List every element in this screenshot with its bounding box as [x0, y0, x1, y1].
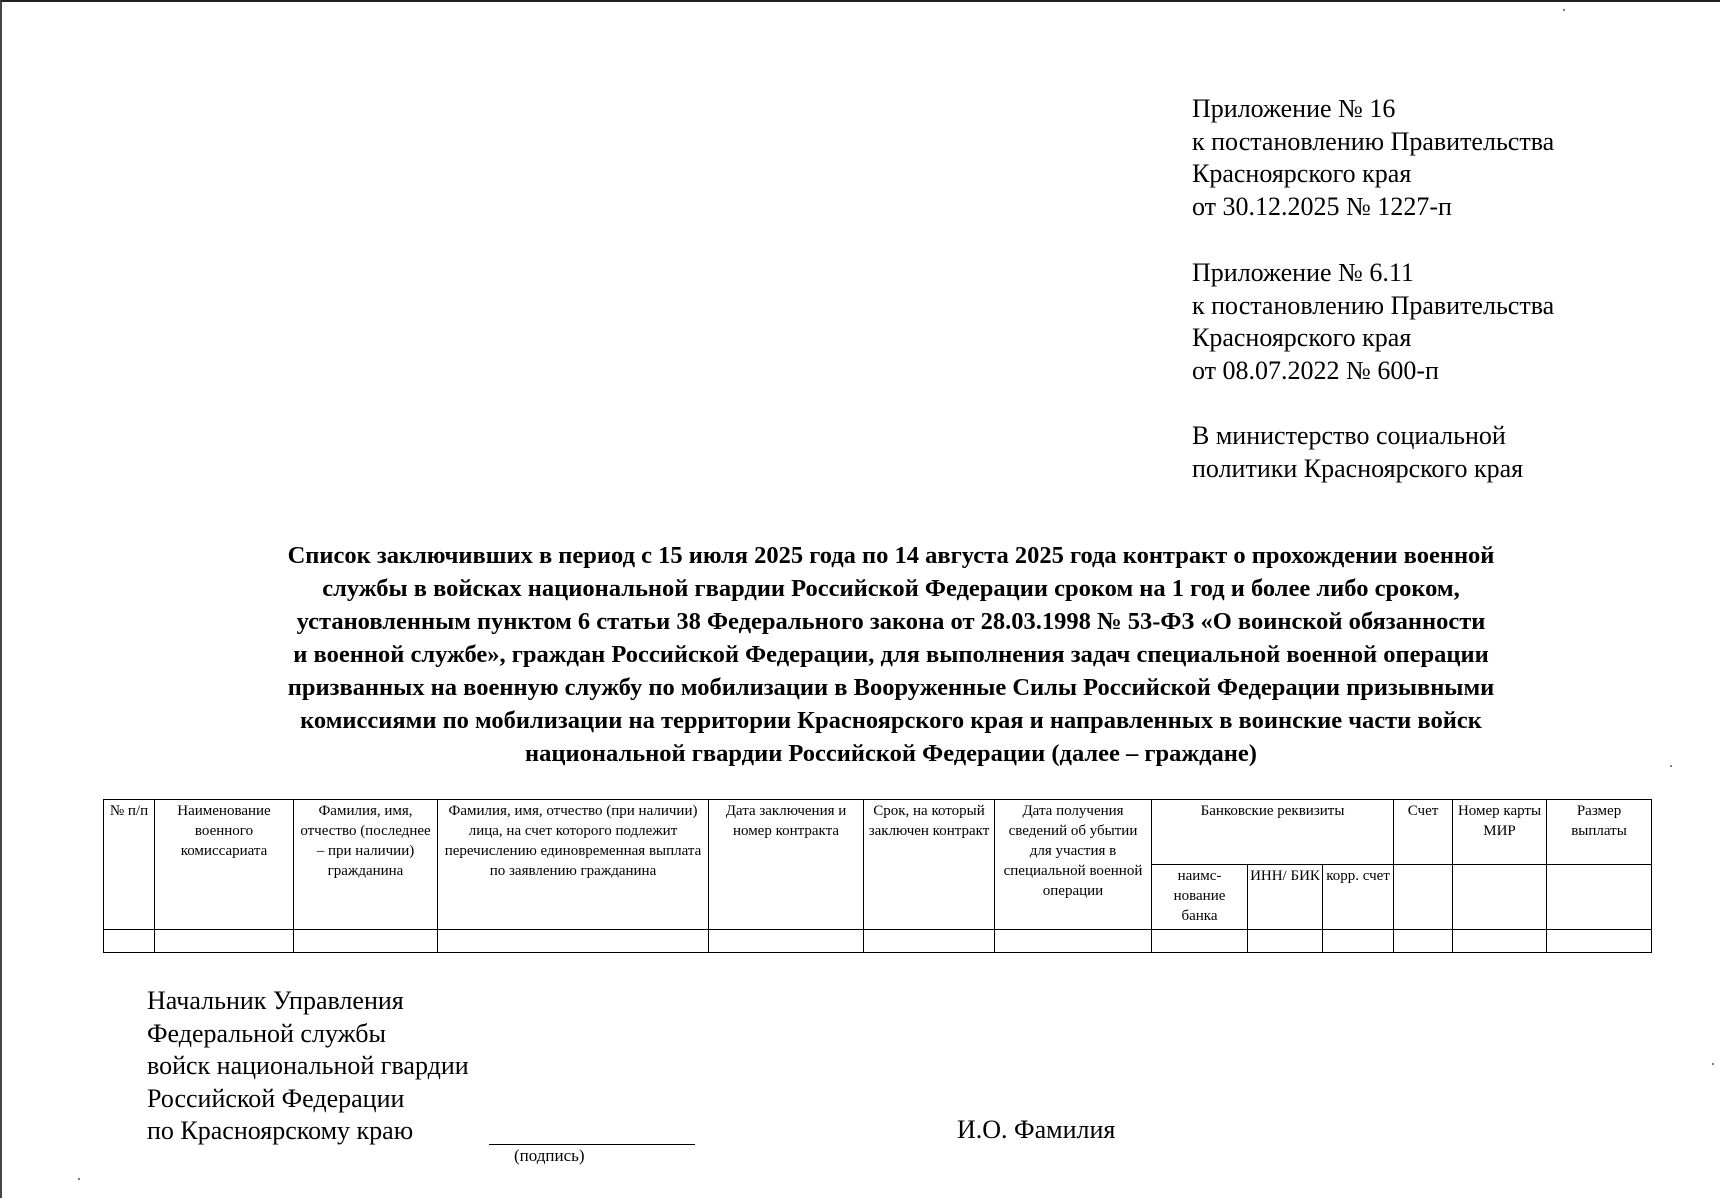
- scan-speck: [1563, 9, 1565, 11]
- table-cell[interactable]: [995, 930, 1152, 953]
- recipient-line: В министерство социальной: [1192, 421, 1506, 450]
- table-cell[interactable]: [438, 930, 709, 953]
- appendix-line: Приложение № 16: [1192, 94, 1396, 123]
- col-header-loss-date: Дата получения сведений об убытии для участия в специальной военной операции: [995, 800, 1152, 930]
- signature-caption: (подпись): [514, 1146, 585, 1165]
- table-cell[interactable]: [1547, 930, 1652, 953]
- account-subcell: [1394, 865, 1453, 930]
- appendix-line: Приложение № 6.11: [1192, 258, 1414, 287]
- amount-subcell: [1547, 865, 1652, 930]
- signature-line: [489, 1144, 695, 1145]
- col-header-contract-date: Дата заключения и номер контракта: [709, 800, 864, 930]
- appendix-line: к постановлению Правительства: [1192, 126, 1555, 156]
- table-cell[interactable]: [1323, 930, 1394, 953]
- citizens-table: [103, 799, 1652, 953]
- col-header-bank-details: Банковские реквизиты: [1152, 800, 1394, 865]
- col-header-mir-card: Номер карты МИР: [1453, 800, 1547, 865]
- col-header-inn-bik: ИНН/ БИК: [1248, 865, 1323, 930]
- appendix-line: от 08.07.2022 № 600-п: [1192, 355, 1439, 385]
- title-line: Список заключивших в период с 15 июля 2025 года по 14 августа 2025 года контракт о прохождении военной: [287, 542, 1495, 569]
- table-cell[interactable]: [709, 930, 864, 953]
- signer-line: Российской Федерации: [147, 1083, 405, 1113]
- recipient-line: политики Красноярского края: [1192, 453, 1524, 483]
- col-header-commissariat: Наименование военного комиссариата: [155, 800, 294, 930]
- table-cell[interactable]: [1248, 930, 1323, 953]
- appendix-16-block: [1192, 93, 1554, 223]
- appendix-6-11-block: [1192, 257, 1554, 387]
- signer-line: по Красноярскому краю: [147, 1116, 414, 1145]
- signer-line: войск национальной гвардии: [147, 1051, 469, 1080]
- table-row: [104, 930, 1652, 953]
- scan-speck: [78, 1178, 80, 1180]
- signer-name: И.О. Фамилия: [957, 1115, 1116, 1144]
- mir-card-subcell: [1453, 865, 1547, 930]
- title-line: установленным пунктом 6 статьи 38 Федерального закона от 28.03.1998 № 53-ФЗ «О воинской обязанности: [296, 608, 1486, 635]
- table-cell[interactable]: [1453, 930, 1547, 953]
- table-cell[interactable]: [155, 930, 294, 953]
- signer-line: Федеральной службы: [147, 1018, 386, 1048]
- col-header-amount: Размер выплаты: [1547, 800, 1652, 865]
- appendix-line: Красноярского края: [1192, 159, 1412, 188]
- col-header-account: Счет: [1394, 800, 1453, 865]
- title-line: службы в войсках национальной гвардии Российской Федерации сроком на 1 год и более либо сроком,: [322, 575, 1460, 602]
- title-line: и военной службе», граждан Российской Федерации, для выполнения задач специальной военной операции: [293, 641, 1489, 668]
- col-header-bank-name: наимс-нование банка: [1152, 865, 1248, 930]
- table-cell[interactable]: [1394, 930, 1453, 953]
- signer-position-block: [147, 985, 469, 1148]
- scan-speck: [1670, 765, 1672, 767]
- document-title: [120, 539, 1662, 770]
- table-cell[interactable]: [294, 930, 438, 953]
- appendix-line: от 30.12.2025 № 1227-п: [1192, 191, 1452, 221]
- signer-line: Начальник Управления: [147, 986, 404, 1015]
- col-header-citizen-name: Фамилия, имя, отчество (последнее – при наличии) гражданина: [294, 800, 438, 930]
- col-header-term: Срок, на который заключен контракт: [864, 800, 995, 930]
- appendix-line: к постановлению Правительства: [1192, 290, 1555, 320]
- col-header-corr-account: корр. счет: [1323, 865, 1394, 930]
- table-cell[interactable]: [104, 930, 155, 953]
- title-line: национальной гвардии Российской Федерации (далее – граждане): [525, 740, 1257, 767]
- table-cell[interactable]: [1152, 930, 1248, 953]
- appendix-line: Красноярского края: [1192, 323, 1412, 352]
- col-header-num: № п/п: [104, 800, 155, 930]
- recipient-block: [1192, 420, 1523, 485]
- title-line: комиссиями по мобилизации на территории Красноярского края и направленных в воинские части войск: [300, 707, 1482, 734]
- scan-speck: [1712, 1063, 1714, 1065]
- title-line: призванных на военную службу по мобилизации в Вооруженные Силы Российской Федерации призывными: [287, 674, 1495, 701]
- table-cell[interactable]: [864, 930, 995, 953]
- col-header-payee-name: Фамилия, имя, отчество (при наличии) лица, на счет которого подлежит перечислению единовременная выплата по заявлению гражданина: [438, 800, 709, 930]
